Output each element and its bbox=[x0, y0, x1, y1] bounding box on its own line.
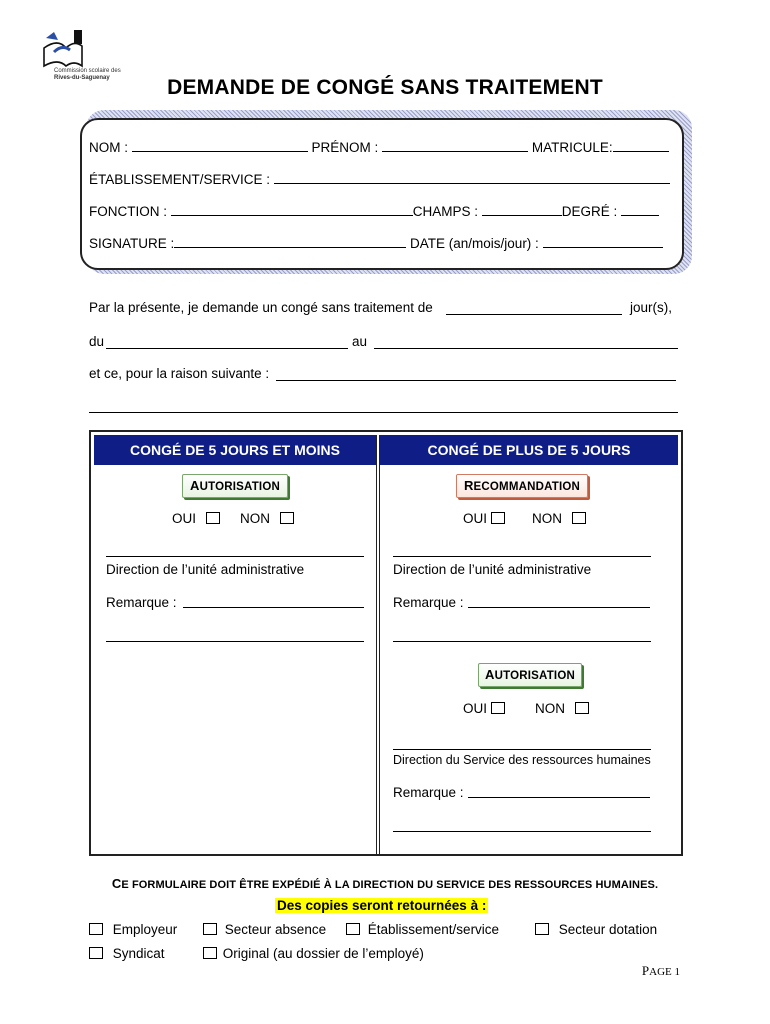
copy-secteur-dotation-checkbox[interactable] bbox=[535, 923, 549, 935]
right-autorisation-badge bbox=[478, 663, 582, 687]
right-recommandation-badge bbox=[456, 474, 588, 498]
right-direction-signature-line[interactable] bbox=[393, 556, 651, 557]
right-non-checkbox[interactable] bbox=[572, 512, 586, 524]
copies-heading: Des copies seront retournées à : bbox=[277, 898, 487, 913]
row-fonction bbox=[89, 202, 659, 219]
copy-syndicat-option bbox=[89, 946, 165, 961]
to-label: au bbox=[352, 334, 368, 349]
degre-label: DEGRÉ : bbox=[561, 204, 618, 219]
left-oui-checkbox[interactable] bbox=[206, 512, 220, 524]
rh-direction-signature-line[interactable] bbox=[393, 749, 651, 750]
logo-line-2: Rives-du-Saguenay bbox=[54, 75, 110, 81]
right-badge2-cap: A bbox=[485, 667, 495, 682]
copy-secteur-absence-option bbox=[203, 922, 326, 937]
rh-direction-label: Direction du Service des ressources humaines bbox=[393, 753, 651, 767]
routing-instruction bbox=[0, 876, 770, 891]
reason-field[interactable] bbox=[276, 380, 676, 381]
right-remarque2-field[interactable] bbox=[468, 797, 650, 798]
approval-grid bbox=[89, 430, 683, 856]
copy-original-option bbox=[203, 946, 424, 961]
right-badge-cap: R bbox=[463, 478, 474, 493]
right-direction-label: Direction de l’unité administrative bbox=[393, 562, 592, 577]
right-badge-rest: ECOMMANDATION bbox=[473, 481, 581, 493]
left-autorisation-badge bbox=[182, 474, 288, 498]
fonction-label: FONCTION : bbox=[89, 204, 167, 219]
right-oui2-option bbox=[463, 701, 505, 716]
to-date-field[interactable] bbox=[374, 348, 678, 349]
copy-secteur-dotation-option bbox=[535, 922, 657, 937]
prenom-label: PRÉNOM : bbox=[311, 140, 379, 155]
matricule-label: MATRICULE: bbox=[531, 140, 613, 155]
left-oui-option bbox=[172, 511, 220, 526]
request-sentence: Par la présente, je demande un congé sans traitement de bbox=[89, 300, 433, 315]
nom-field[interactable] bbox=[132, 138, 308, 152]
signature-field[interactable] bbox=[174, 234, 406, 248]
etablissement-field[interactable] bbox=[274, 170, 670, 184]
copy-employeur-checkbox[interactable] bbox=[89, 923, 103, 935]
left-direction-label: Direction de l’unité administrative bbox=[106, 562, 305, 577]
copy-employeur-option bbox=[89, 922, 177, 937]
copy-etablissement-checkbox[interactable] bbox=[346, 923, 360, 935]
copy-secteur-dotation-label: Secteur dotation bbox=[558, 922, 658, 937]
left-badge-cap: A bbox=[190, 478, 200, 493]
routing-cap: C bbox=[111, 876, 122, 891]
right-oui-checkbox[interactable] bbox=[491, 512, 505, 524]
date-label: DATE (an/mois/jour) : bbox=[410, 236, 539, 251]
right-column-heading: CONGÉ DE PLUS DE 5 JOURS bbox=[380, 435, 678, 465]
column-divider bbox=[376, 435, 380, 854]
right-remarque-label: Remarque : bbox=[393, 595, 464, 610]
copy-original-label: Original (au dossier de l’employé) bbox=[222, 946, 424, 961]
left-remarque-field[interactable] bbox=[183, 607, 364, 608]
etablissement-label: ÉTABLISSEMENT/SERVICE : bbox=[89, 172, 271, 187]
copy-secteur-absence-checkbox[interactable] bbox=[203, 923, 217, 935]
row-signature bbox=[89, 234, 663, 251]
champs-label: CHAMPS : bbox=[412, 204, 479, 219]
right-non-option bbox=[532, 511, 586, 526]
copy-original-checkbox[interactable] bbox=[203, 947, 217, 959]
fonction-field[interactable] bbox=[171, 202, 413, 216]
right-non-label: NON bbox=[532, 511, 562, 526]
left-column-heading: CONGÉ DE 5 JOURS ET MOINS bbox=[94, 435, 376, 465]
copy-syndicat-checkbox[interactable] bbox=[89, 947, 103, 959]
right-remarque-field[interactable] bbox=[468, 607, 650, 608]
prenom-field[interactable] bbox=[382, 138, 528, 152]
left-non-label: NON bbox=[240, 511, 270, 526]
right-non2-label: NON bbox=[535, 701, 565, 716]
routing-rest: E FORMULAIRE DOIT ÊTRE EXPÉDIÉ À LA DIRECTION DU SERVICE DES RESSOURCES HUMAINES. bbox=[121, 879, 659, 891]
left-remarque-label: Remarque : bbox=[106, 595, 177, 610]
logo-line-1: Commission scolaire des bbox=[54, 68, 121, 74]
right-non2-checkbox[interactable] bbox=[575, 702, 589, 714]
copy-secteur-absence-label: Secteur absence bbox=[224, 922, 327, 937]
left-badge-rest: UTORISATION bbox=[199, 481, 280, 493]
right-non2-option bbox=[535, 701, 589, 716]
left-direction-signature-line[interactable] bbox=[106, 556, 364, 557]
right-remarque2-field-2[interactable] bbox=[393, 831, 651, 832]
champs-field[interactable] bbox=[482, 202, 562, 216]
copy-etablissement-option bbox=[346, 922, 499, 937]
page-title: DEMANDE DE CONGÉ SANS TRAITEMENT bbox=[167, 76, 603, 99]
copy-etablissement-label: Établissement/service bbox=[367, 922, 500, 937]
left-remarque-field-2[interactable] bbox=[106, 641, 364, 642]
right-oui-label: OUI bbox=[463, 511, 488, 526]
from-label: du bbox=[89, 334, 105, 349]
left-oui-label: OUI bbox=[172, 511, 197, 526]
from-date-field[interactable] bbox=[106, 348, 348, 349]
reason-label: et ce, pour la raison suivante : bbox=[89, 366, 270, 381]
signature-label: SIGNATURE : bbox=[89, 236, 175, 251]
copy-syndicat-label: Syndicat bbox=[112, 946, 165, 961]
nom-label: NOM : bbox=[89, 140, 128, 155]
copy-employeur-label: Employeur bbox=[112, 922, 178, 937]
days-field[interactable] bbox=[446, 314, 622, 315]
page-cap: P bbox=[641, 963, 650, 978]
right-oui-option bbox=[463, 511, 505, 526]
right-badge2-rest: UTORISATION bbox=[494, 670, 575, 682]
matricule-field[interactable] bbox=[613, 138, 669, 152]
right-remarque2-label: Remarque : bbox=[393, 785, 464, 800]
page-number bbox=[642, 963, 680, 979]
degre-field[interactable] bbox=[621, 202, 659, 216]
page-rest: AGE 1 bbox=[649, 966, 680, 978]
date-field[interactable] bbox=[543, 234, 663, 248]
reason-field-line-2[interactable] bbox=[89, 412, 678, 413]
right-remarque-field-2[interactable] bbox=[393, 641, 651, 642]
days-unit: jour(s), bbox=[630, 300, 673, 315]
right-oui2-checkbox[interactable] bbox=[491, 702, 505, 714]
row-etablissement bbox=[89, 170, 670, 187]
row-identity bbox=[89, 138, 669, 155]
right-oui2-label: OUI bbox=[463, 701, 488, 716]
left-non-option bbox=[240, 511, 294, 526]
left-non-checkbox[interactable] bbox=[280, 512, 294, 524]
